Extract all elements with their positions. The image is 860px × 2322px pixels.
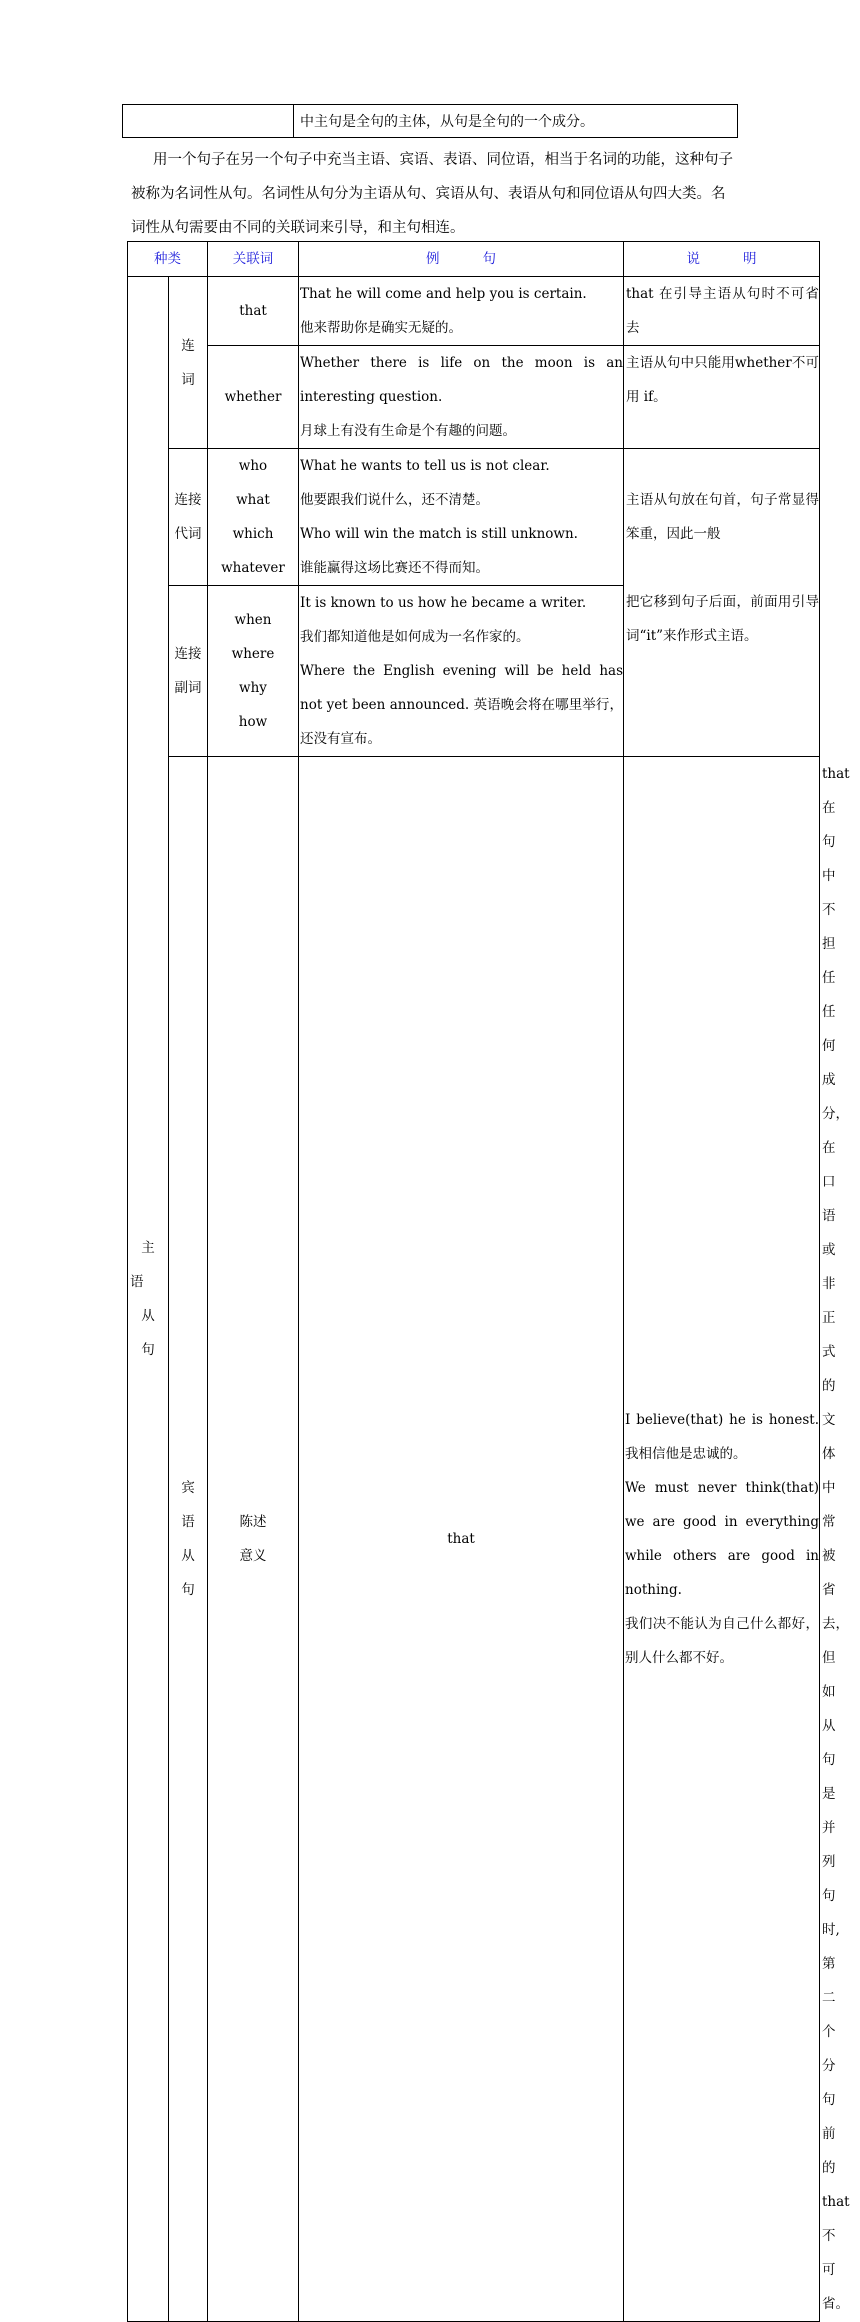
table-row: 宾 语 从 句 陈述 意义 that I believe(that) he is honest. 我相信他是忠诚的。 We must never think(that) we are good in everything while others are good in nothing. 我们决不能认为自己什么都好，别人什么都不好。 that 在句中不担任任何成分，在口语或非正式的文体中常被省去，但如从句是并列句时,第二个分句前的 that 不可省。: [128, 757, 820, 2322]
shared-note-cell: 主语从句放在句首，句子常显得笨重，因此一般 把它移到句子后面，前面用引导词“it”来作形式主语。: [624, 449, 820, 757]
example-cell: It is known to us how he became a writer. 我们都知道他是如何成为一名作家的。 Where the English evening will be held has not yet been announced. 英语晚会将在哪里举行，还没有宣布。: [299, 586, 624, 757]
table-row: [128, 346, 820, 449]
top-table-text-cell: 中主句是全句的主体，从句是全句的一个成分。: [294, 105, 738, 138]
example-cell: I believe(that) he is honest. 我相信他是忠诚的。 We must never think(that) we are good in everything while others are good in nothing. 我们决不能认为自己什么都好，别人什么都不好。: [624, 757, 820, 2322]
note-cell: that 在引导主语从句时不可省去: [624, 277, 820, 346]
table-row: [128, 277, 820, 346]
table-header-row: [128, 242, 820, 277]
example-cell: That he will come and help you is certain. 他来帮助你是确实无疑的。: [299, 277, 624, 346]
example-cell: Whether there is life on the moon is an interesting question. 月球上有没有生命是个有趣的问题。: [299, 346, 624, 449]
note-cell: 主语从句中只能用whether不可用 if。: [624, 346, 820, 449]
object-clause-label: 宾 语 从 句: [169, 757, 208, 2322]
pronoun-label: 连接 代词: [169, 449, 208, 586]
table-row: [128, 449, 820, 586]
adverb-label: 连接 副词: [169, 586, 208, 757]
intro-paragraph: 用一个句子在另一个句子中充当主语、宾语、表语、同位语，相当于名词的功能，这种句子被称为名词性从句。名词性从句分为主语从句、宾语从句、表语从句和同位语从句四大类。名词性从句需要由不同的关联词来引导，和主句相连。: [131, 152, 733, 236]
connector-pronouns: who what which whatever: [208, 449, 299, 586]
header-example: 例 句: [299, 242, 624, 277]
header-connector: 关联词: [208, 242, 299, 277]
header-kind: 种类: [128, 242, 208, 277]
subject-clause-label: 主 语 从 句: [128, 277, 169, 2322]
connector-adverbs: when where why how: [208, 586, 299, 757]
example-cell: What he wants to tell us is not clear. 他要跟我们说什么，还不清楚。 Who will win the match is still unknown. 谁能赢得这场比赛还不得而知。: [299, 449, 624, 586]
header-note: 说 明: [624, 242, 820, 277]
noun-clause-table: [127, 241, 850, 2322]
connector-that: that: [299, 757, 624, 2322]
declarative-label: 陈述 意义: [208, 757, 299, 2322]
top-table-empty-cell: [123, 105, 294, 138]
conjunction-label: 连 词: [169, 277, 208, 449]
top-table-fragment: [122, 104, 738, 138]
connector-that: that: [208, 277, 299, 346]
connector-whether: whether: [208, 346, 299, 449]
